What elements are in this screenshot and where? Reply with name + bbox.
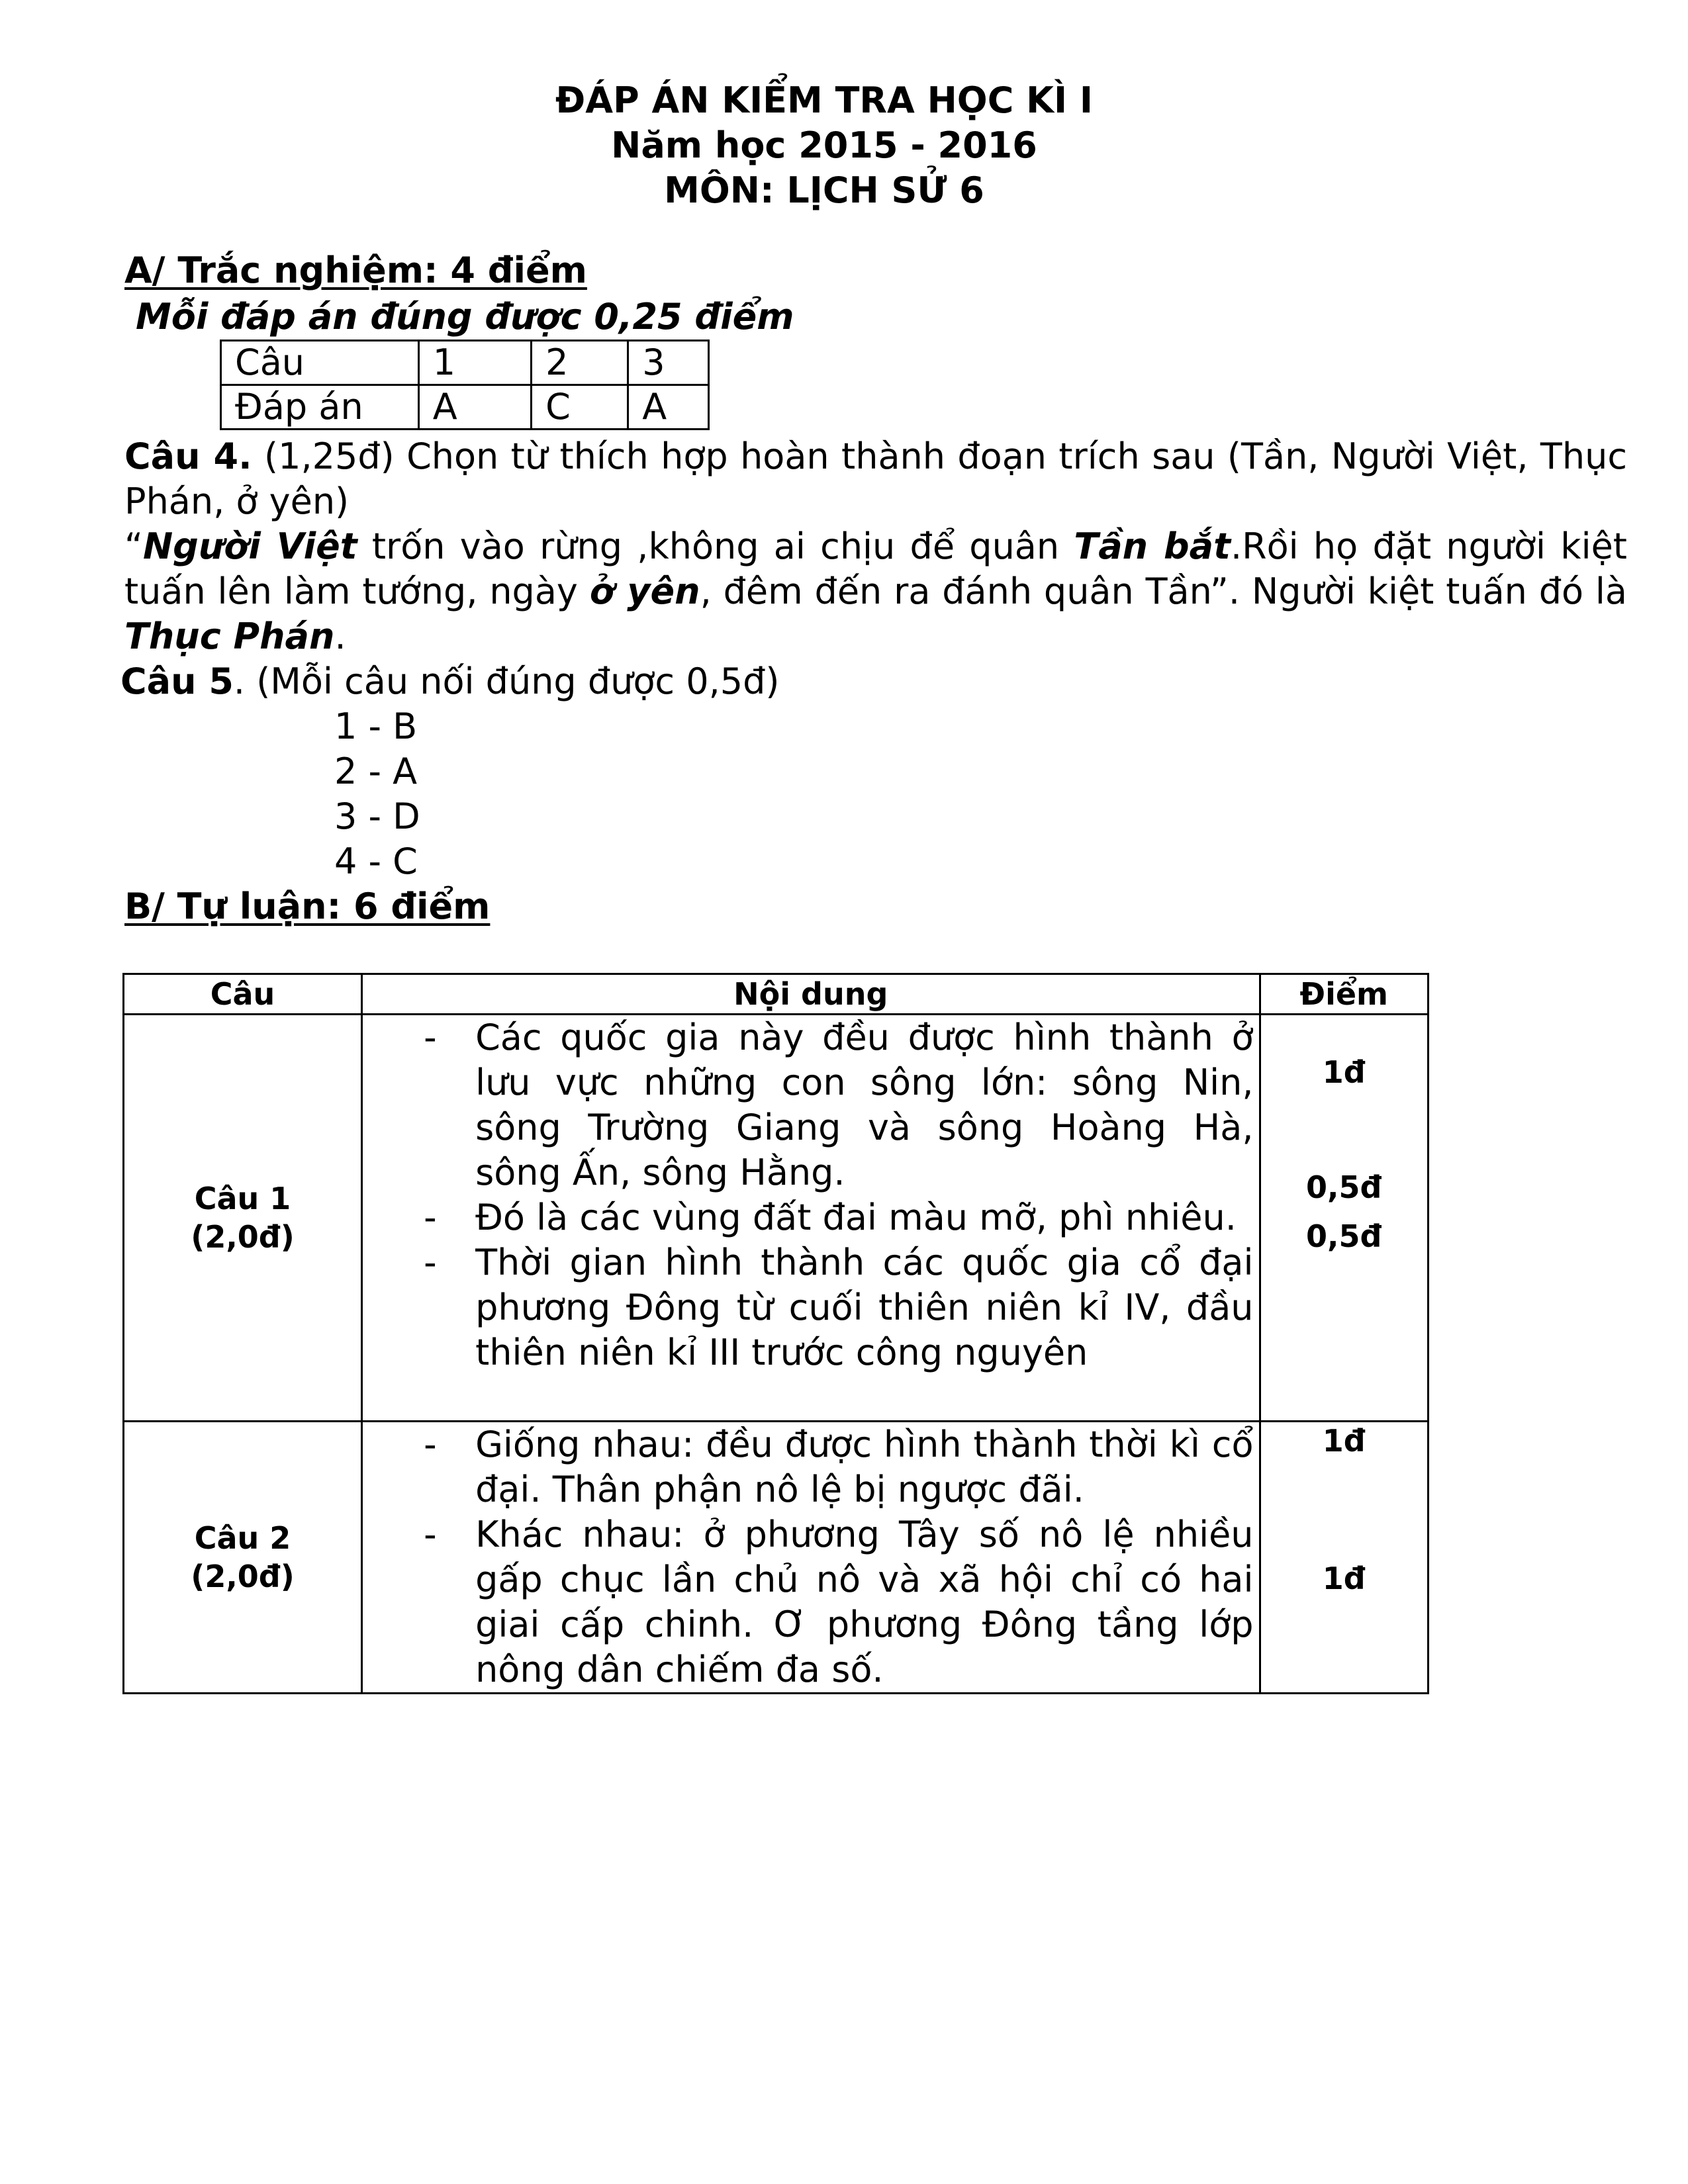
fill-answer: ở yên (589, 570, 700, 612)
cau-1-label-cell (124, 1015, 362, 1422)
content-bullet: - Thời gian hình thành các quốc gia cổ đại phương Đông từ cuối thiên niên kỉ IV, đầu thiên niên kỉ III trước công nguyên (424, 1242, 1254, 1373)
cau-2-score: (2,0đ) (191, 1559, 295, 1594)
match-answer: 1 - B (334, 705, 418, 747)
question-5-prompt-text: . (Mỗi câu nối đúng được 0,5đ) (233, 660, 780, 702)
section-a-note: Mỗi đáp án đúng được 0,25 điểm (136, 296, 794, 338)
question-4-passage (124, 524, 1627, 659)
cau-1-content-cell (362, 1015, 1260, 1422)
fill-answer: Người Việt (142, 525, 357, 567)
cau-1-label: Câu 1 (194, 1181, 291, 1216)
answer-value: C (532, 385, 628, 430)
passage-text: trốn vào rừng ,không ai chịu để quân (357, 525, 1074, 567)
passage-text: .Rồi họ đặt người kiệt tuấn lên làm tướng, ngày (124, 525, 1627, 612)
content-bullet: - Đó là các vùng đất đai màu mỡ, phì nhiêu. (424, 1197, 1237, 1238)
passage-text: . (334, 615, 346, 657)
content-bullet: - Giống nhau: đều được hình thành thời kì cổ đại. Thân phận nô lệ bị ngược đãi. (424, 1424, 1254, 1510)
question-5-prompt (120, 659, 779, 704)
question-5-label: Câu 5 (120, 660, 234, 702)
point-value: 0,5đ (1306, 1218, 1382, 1254)
answer-table-answer-row (221, 385, 709, 430)
question-4-label: Câu 4. (124, 435, 252, 477)
point-value: 1đ (1322, 1054, 1366, 1090)
essay-table-header-row (124, 974, 1429, 1015)
question-number: 3 (628, 341, 709, 385)
point-value: 1đ (1322, 1561, 1366, 1596)
section-a-heading: A/ Trắc nghiệm: 4 điểm (124, 250, 587, 291)
answer-table-header-row (221, 341, 709, 385)
subject-line: MÔN: LỊCH SỬ 6 (664, 169, 984, 211)
answer-table-answer-label: Đáp án (221, 385, 419, 430)
passage-text: , đêm đến ra đánh quân Tần”. Người kiệt tuấn đó là (700, 570, 1628, 612)
content-bullet: - Các quốc gia này đều được hình thành ở lưu vực những con sông lớn: sông Nin, sông Trường Giang và sông Hoàng Hà, sông Ấn, sông Hằng. (424, 1017, 1254, 1193)
column-header-cau: Câu (124, 974, 362, 1015)
question-number: 2 (532, 341, 628, 385)
cau-1-points-cell (1260, 1015, 1428, 1422)
question-4-prompt-text: (1,25đ) Chọn từ thích hợp hoàn thành đoạn trích sau (Tần, Người Việt, Thục Phán, ở yên) (124, 435, 1628, 522)
section-b-heading: B/ Tự luận: 6 điểm (124, 886, 491, 927)
question-number: 1 (418, 341, 531, 385)
cau-1-score: (2,0đ) (191, 1219, 295, 1255)
multiple-choice-answer-table (220, 340, 710, 430)
cau-2-label: Câu 2 (194, 1520, 291, 1556)
document-title: ĐÁP ÁN KIỂM TRA HỌC KÌ I (555, 79, 1093, 121)
content-bullet: - Khác nhau: ở phương Tây số nô lệ nhiều gấp chục lần chủ nô và xã hội chỉ có hai giai cấp chinh. Ơ phương Đông tầng lớp nông dân chiếm đa số. (424, 1514, 1254, 1690)
answer-value: A (628, 385, 709, 430)
essay-answer-table (122, 973, 1429, 1694)
match-answer: 3 - D (334, 796, 420, 837)
point-value: 1đ (1322, 1423, 1366, 1459)
cau-2-points-cell (1260, 1422, 1428, 1694)
quote-open: “ (124, 525, 143, 567)
fill-answer: Thục Phán (124, 615, 335, 657)
cau-2-content-cell (362, 1422, 1260, 1694)
point-value: 0,5đ (1306, 1169, 1382, 1205)
fill-answer: Tần bắt (1074, 525, 1231, 567)
answer-table-header-label: Câu (221, 341, 419, 385)
column-header-diem: Điểm (1260, 974, 1428, 1015)
school-year: Năm học 2015 - 2016 (611, 124, 1037, 166)
cau-2-label-cell (124, 1422, 362, 1694)
question-4-prompt (124, 434, 1627, 524)
column-header-noi-dung: Nội dung (362, 974, 1260, 1015)
match-answer: 2 - A (334, 751, 418, 792)
essay-row-cau-2 (124, 1422, 1429, 1694)
match-answer: 4 - C (334, 841, 418, 882)
essay-row-cau-1 (124, 1015, 1429, 1422)
answer-value: A (418, 385, 531, 430)
